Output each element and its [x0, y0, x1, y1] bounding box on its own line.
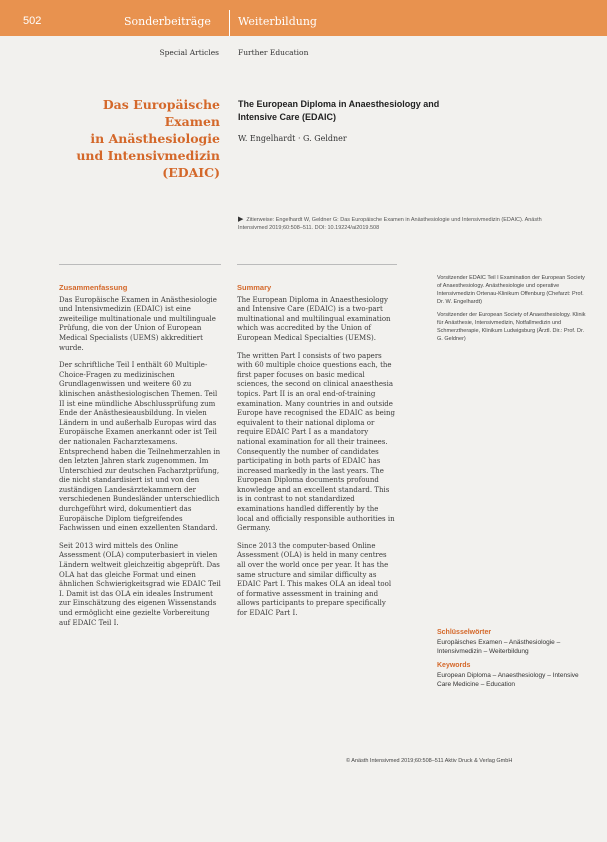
divider	[237, 264, 397, 265]
divider	[59, 264, 221, 265]
affiliation: Vorsitzender der European Society of Anaesthesiology. Klinik für Anästhesie, Intensivmedizin, Notfallmedizin und Schmerztherapie, Klinikum Ludwigsburg (Ärztl. Dir.: Prof. Dr. G. Geldner)	[437, 312, 586, 342]
keywords-box	[437, 628, 587, 694]
title-english-line: The European Diploma in Anaesthesiology and	[238, 99, 440, 109]
keywords-en: European Diploma – Anaesthesiology – Intensive Care Medicine – Education	[437, 672, 579, 688]
abstract-paragraph: Since 2013 the computer-based Online Assessment (OLA) is held in many centres all over the world once per year. It has the same structure and similar difficulty as EDAIC Part I. This makes OLA an ideal tool of formative assessment in training and allows participants to prepare specifically for EDAIC Part I.	[237, 541, 392, 617]
keywords-de-heading: Schlüsselwörter	[437, 629, 492, 636]
abstract-paragraph: Der schriftliche Teil I enthält 60 Multiple-Choice-Fragen zu medizinischen Grundlagenwissen und weitere 60 zu klinischen anästhesiologischen Themen. Teil II ist eine mündliche Abschlussprüfung zum Ende der Anästhesieausbildung. In vielen Ländern in und außerhalb Europas wird das Europäische Examen anerkannt oder ist Teil der nationalen Facharztexamens. Entsprechend haben die Teilnehmerzahlen in den letzten Jahren stark zugenommen. Im Unterschied zur deutschen Facharztprüfung, die nicht standardisiert ist und von den zuständigen Landesärztekammern der verschiedenen Bundesländer unterschiedlich durchgeführt wird, dokumentiert das Europäische Diplom tiefgreifendes Fachwissen und einen exzellenten Standard.	[59, 361, 221, 533]
citation-text: Zitierweise: Engelhardt W, Geldner G: Das Europäische Examen in Anästhesiologie und Intensivmedizin (EDAIC). Anästh Intensivmed 2019;60:508–511. DOI: 10.19224/ai2019.508	[238, 217, 542, 231]
abstract-german	[59, 283, 221, 636]
citation	[238, 216, 570, 232]
affiliation: Vorsitzender EDAIC Teil I Examination der European Society of Anaesthesiology. Anästhesiologie und operative Intensivmedizin Ortenau-Klinikum Offenburg (Chefarzt: Prof. Dr. W. Engelhardt)	[437, 275, 585, 305]
title-english	[238, 98, 498, 124]
footer-copyright: © Anästh Intensivmed 2019;60:508–511 Aktiv Druck & Verlag GmbH	[346, 758, 513, 764]
authors: W. Engelhardt · G. Geldner	[238, 134, 347, 143]
abstract-german-heading: Zusammenfassung	[59, 283, 128, 292]
abstract-paragraph: The European Diploma in Anaesthesiology and Intensive Care (EDAIC) is a two-part multinational and multilingual examination which was accredited by the Union of European Medical Specialties (UEMS).	[237, 295, 391, 342]
section-label-de: Sonderbeiträge	[124, 15, 211, 28]
title-german	[50, 96, 220, 181]
title-german-line: in Anästhesiologie	[90, 131, 220, 146]
title-german-line: (EDAIC)	[162, 165, 220, 180]
abstract-english	[237, 283, 397, 627]
keywords-en-heading: Keywords	[437, 662, 471, 669]
abstract-english-heading: Summary	[237, 283, 272, 292]
abstract-paragraph: Seit 2013 wird mittels des Online Assessment (OLA) computerbasiert in vielen Ländern weltweit gleichzeitig abgeprüft. Das OLA hat das gleiche Format und einen ähnlichen Schwierigkeitsgrad wie EDAIC Teil I. Damit ist das OLA ein ideales Instrument zur Einschätzung des eigenen Wissenstands und ermöglicht eine gezielte Vorbereitung auf EDAIC Teil I.	[59, 541, 221, 627]
title-german-line: und Intensivmedizin	[76, 148, 220, 163]
abstract-paragraph: The written Part I consists of two papers with 60 multiple choice questions each, the first paper focuses on basic medical sciences, the second on clinical anaesthesia topics. Part II is an oral end-of-training examination. Many countries in and outside Europe have recognised the EDAIC as being equivalent to their national diploma or require EDAIC Part I as a mandatory national examination for all their trainees. Consequently the number of candidates participating in both parts of EDAIC has increased markedly in the last years. The European Diploma documents profound knowledge and an excellent standard. This is in contrast to not standardized examinations handled differently by the local and officially responsible authorities in Germany.	[237, 351, 395, 533]
affiliations	[437, 274, 587, 348]
abstract-paragraph: Das Europäische Examen in Anästhesiologie und Intensivmedizin (EDAIC) ist eine zweiteilige multinationale und multilinguale Prüfung, die von der Union of European Medical Specialists (UEMS) akkreditiert wurde.	[59, 295, 217, 352]
subheader-left: Special Articles	[159, 48, 219, 57]
title-german-line: Das Europäische Examen	[102, 97, 220, 129]
title-english-line: Intensive Care (EDAIC)	[238, 112, 337, 122]
arrow-right-icon: ▶	[238, 216, 244, 223]
keywords-de: Europäisches Examen – Anästhesiologie – Intensivmedizin – Weiterbildung	[437, 639, 561, 655]
subheader-right: Further Education	[238, 48, 309, 57]
header-bar	[0, 0, 607, 36]
page-number: 502	[23, 15, 42, 27]
header-divider	[229, 10, 230, 36]
section-label-en: Weiterbildung	[238, 15, 317, 28]
